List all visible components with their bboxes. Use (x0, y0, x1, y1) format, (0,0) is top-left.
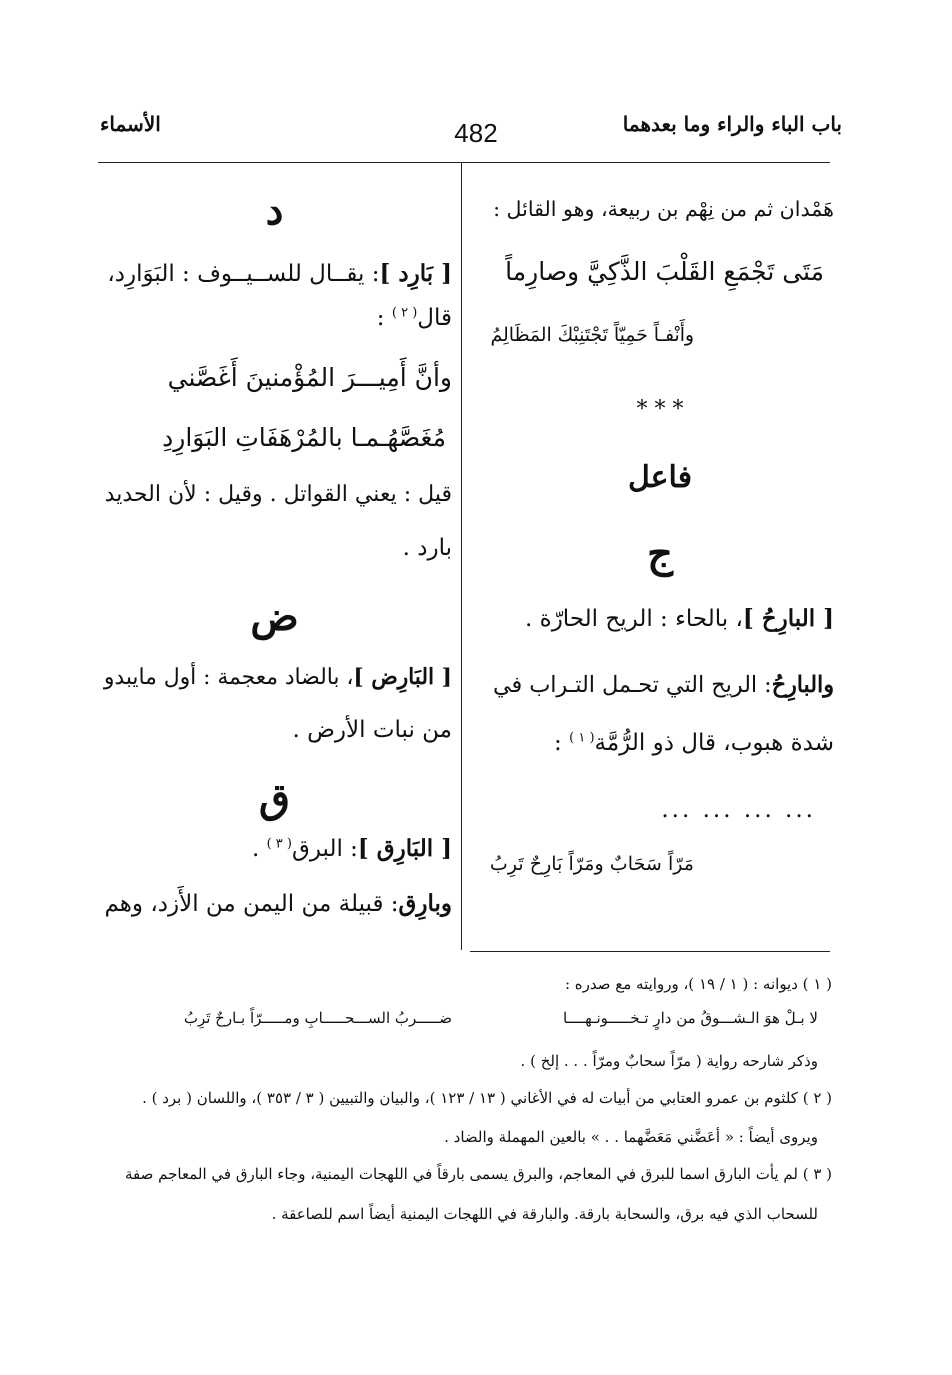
entry-headword: وبارِق (398, 890, 452, 917)
footnote-1: ( ١ ) ديوانه : ( ١ / ١٩ )، وروايته مع صدره : (564, 975, 832, 993)
footnote-2: ( ٢ ) كلثوم بن عمرو العتابي من أبيات له في الأغاني ( ١٣ / ١٢٣ )، والبيان والتبيين ( ٣ / ٣٥٣ )، واللسان ( برد ) . (142, 1089, 832, 1107)
letter-heading: ق (258, 775, 291, 822)
entry-headword: [ البارِحُ ] (742, 605, 834, 632)
top-rule (98, 162, 830, 163)
entry-line (493, 672, 834, 698)
entry-line (554, 730, 834, 756)
verse-line: مَتَى تَجْمَعِ القَلْبَ الذَّكِيَّ وصارِماً (505, 257, 824, 286)
section-title: فاعل (627, 460, 693, 495)
chapter-header: باب الباء والراء وما بعدهما (622, 112, 842, 136)
verse-line: مَرّاً سَحَابٌ ومَرّاً بَارِحٌ تَرِبُ (489, 853, 694, 875)
letter-heading: ض (250, 593, 299, 640)
entry-headword: والبارِحُ (771, 672, 834, 698)
section-header: الأسماء (100, 112, 161, 136)
footnote-verse: لا بـلْ هوَ الـشـــوقُ من دارٍ تـخـــــونـهــــا (563, 1009, 818, 1027)
entry-headword: [ بَارِد ] (379, 260, 452, 287)
page-number: 482 (454, 118, 498, 148)
verse-line: وأَنْفـاً حَمِيّاً تَجْتَنِبْكَ المَظَالِمُ (490, 325, 694, 346)
section-separator: * * * (636, 397, 684, 422)
entry-text: ، بالضاد معجمة : أول مايبدو (103, 665, 354, 690)
footnote-ref: ( ٢ ) (391, 305, 418, 321)
entry-text: شدة هبوب، قال ذو الرُّمَّة (594, 730, 834, 756)
punctuation: : (376, 305, 385, 331)
verse-line: مُغَصَّهُـمـا بالمُرْهَفَاتِ البَوَارِدِ (162, 423, 446, 452)
entry-line: من نبات الأرض . (292, 717, 452, 743)
entry-text: : الريح التي تحـمل التـراب في (493, 672, 772, 698)
ellipsis-line: ... ... ... ... (661, 797, 816, 823)
footnotes (112, 975, 832, 1235)
footnote-text: وذكر شارحه رواية ( مرّاً سحابٌ ومرّاً . . . إلخ ) . (520, 1052, 818, 1070)
column-divider (461, 162, 462, 950)
entry-headword: [ البَارِض ] (353, 665, 452, 690)
footnote-ref: ( ١ ) (569, 730, 595, 746)
entry-line (104, 665, 452, 690)
entry-line: بارد . (402, 535, 452, 561)
entry-headword: [ البَارِق ] (357, 835, 452, 862)
entry-text: : يقــال للســيــوف : البَوَارِد، (107, 261, 380, 287)
entry-text: : البرق (291, 836, 358, 862)
entry-line: قيل : يعني القواتل . وقيل : لأن الحديد (104, 482, 452, 507)
footnote-ref: ( ٣ ) (266, 836, 292, 852)
punctuation: . (251, 836, 260, 862)
entry-text: قال (417, 305, 452, 331)
entry-line (104, 890, 452, 917)
entry-line (525, 605, 834, 632)
entry-line (377, 305, 452, 331)
entry-text: : قبيلة من اليمن من الأَزد، وهم (104, 891, 399, 917)
letter-heading: د (265, 187, 284, 234)
footnote-verse: ضـــــربُ الســـحـــــابِ ومـــــرّاً بـارحٌ تَرِبُ (183, 1009, 452, 1027)
verse-line: وأنَّ أَمِيـــرَ المُؤْمنينَ أَغَصَّني (167, 363, 452, 392)
footnote-3: ( ٣ ) لم يأت البارق اسما للبرق في المعاجم، والبرق يسمى بارقاً في اللهجات اليمنية، وجاء البارق في المعاجم صفة (125, 1165, 832, 1183)
entry-line (107, 260, 452, 287)
entry-text: ، بالحاء : الريح الحارّة . (525, 606, 743, 632)
entry-line (252, 835, 452, 862)
letter-heading: ج (647, 530, 673, 577)
text-line: هَمْدان ثم من نِهْم بن ربيعة، وهو القائل : (493, 197, 834, 221)
footnote-text: للسحاب الذي فيه برق، والسحابة بارقة. والبارقة في اللهجات اليمنية أيضاً اسم للصاعقة . (271, 1205, 818, 1223)
punctuation: : (554, 730, 562, 756)
footnote-text: ويروى أيضاً : « أعَضَّني مَعَضَّهما . . » بالعين المهملة والضاد . (444, 1128, 818, 1146)
footnote-rule (470, 951, 830, 952)
